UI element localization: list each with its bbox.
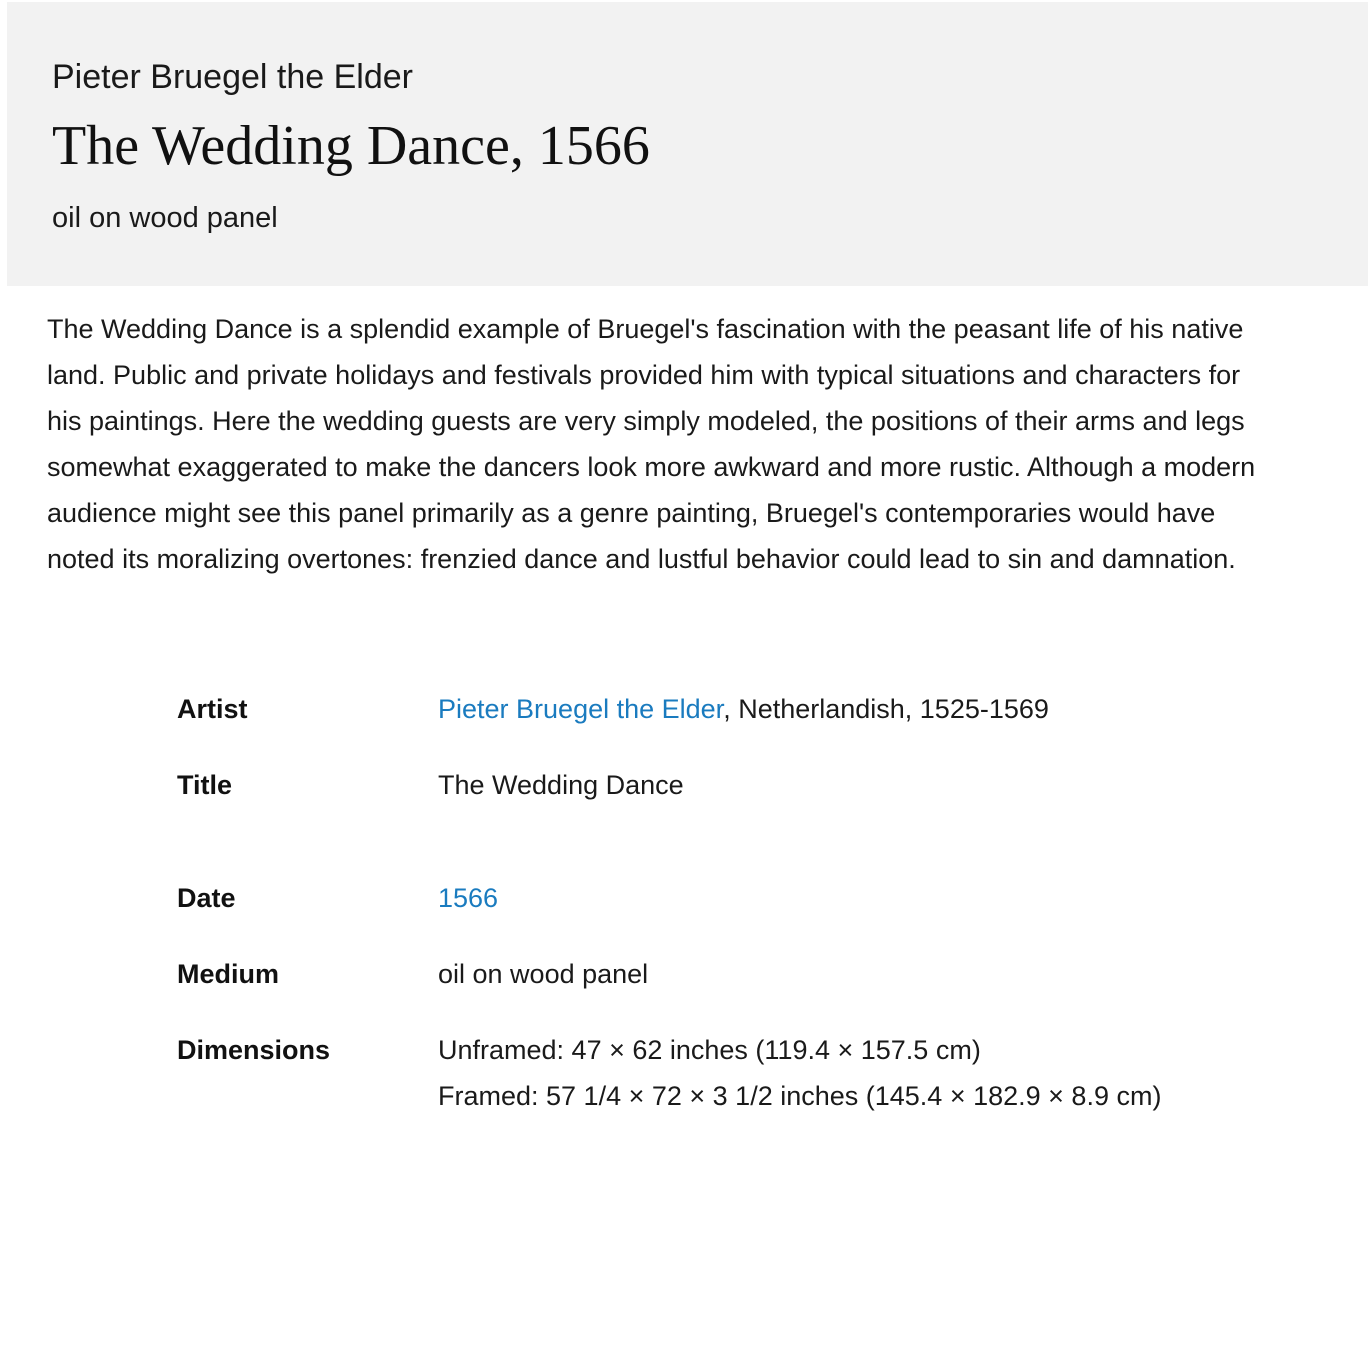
date-value xyxy=(438,875,498,921)
artist-label: Artist xyxy=(177,694,248,724)
dimensions-value xyxy=(438,1027,1161,1119)
artwork-header xyxy=(7,2,1368,286)
title-value: The Wedding Dance xyxy=(438,770,684,800)
header-medium: oil on wood panel xyxy=(52,202,278,234)
artist-value xyxy=(438,686,1049,732)
dimensions-unframed: Unframed: 47 × 62 inches (119.4 × 157.5 cm) xyxy=(438,1035,981,1065)
artwork-description: The Wedding Dance is a splendid example of Bruegel's fascination with the peasant life of his native land. Public and private holidays and festivals provided him with typical situations and characters for his paintings. Here the wedding guests are very simply modeled, the positions of their arms and legs somewhat exaggerated to make the dancers look more awkward and more rustic. Although a modern audience might see this panel primarily as a genre painting, Bruegel's contemporaries would have noted its moralizing overtones: frenzied dance and lustful behavior could lead to sin and damnation. xyxy=(47,314,1256,574)
medium-value: oil on wood panel xyxy=(438,959,649,989)
page-title: The Wedding Dance, 1566 xyxy=(52,115,650,177)
title-label: Title xyxy=(177,770,233,800)
artist-link[interactable]: Pieter Bruegel the Elder xyxy=(438,694,724,724)
date-label: Date xyxy=(177,883,236,913)
dimensions-label: Dimensions xyxy=(177,1035,331,1065)
artist-nationality-dates: , Netherlandish, 1525-1569 xyxy=(723,694,1049,724)
date-link[interactable]: 1566 xyxy=(438,883,499,913)
medium-label: Medium xyxy=(177,959,280,989)
dimensions-framed: Framed: 57 1/4 × 72 × 3 1/2 inches (145.4 × 182.9 × 8.9 cm) xyxy=(438,1081,1162,1111)
header-artist-name: Pieter Bruegel the Elder xyxy=(52,58,413,96)
